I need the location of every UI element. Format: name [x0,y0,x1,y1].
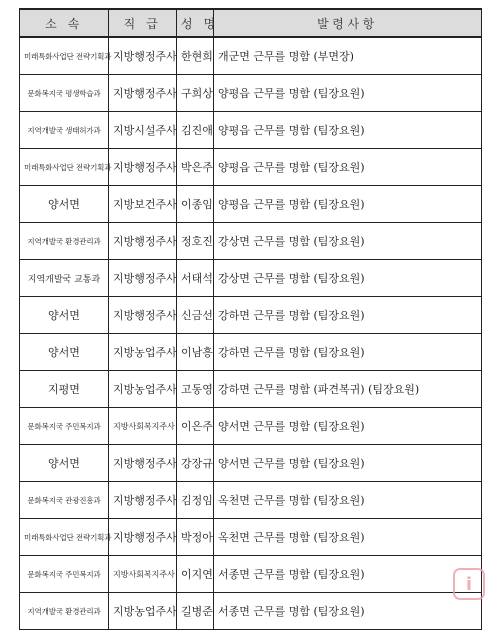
rank-cell: 지방사회복지주사 [109,408,177,445]
department-cell: 문화복지국 평생학습과 [20,75,109,112]
order-cell: 양평읍 근무를 명함 (팀장요원) [214,75,482,112]
table-row [20,445,482,482]
news-logo-icon: i [453,568,485,600]
name-cell: 강장규 [177,445,214,482]
rank-cell: 지방농업주사 [109,371,177,408]
rank-cell: 지방행정주사 [109,223,177,260]
name-cell: 고동영 [177,371,214,408]
table-header-row [20,9,482,37]
table-row [20,371,482,408]
header-name: 성 명 [177,9,214,37]
name-cell: 한현희 [177,37,214,75]
order-cell: 강상면 근무를 명함 (팀장요원) [214,223,482,260]
department-cell: 양서면 [20,186,109,223]
department-cell: 양서면 [20,445,109,482]
order-cell: 옥천면 근무를 명함 (팀장요원) [214,482,482,519]
rank-cell: 지방행정주사 [109,260,177,297]
rank-cell: 지방행정주사 [109,75,177,112]
order-cell: 옥천면 근무를 명함 (팀장요원) [214,519,482,556]
department-cell: 지평면 [20,371,109,408]
table-row [20,75,482,112]
rank-cell: 지방농업주사 [109,334,177,371]
name-cell: 구희상 [177,75,214,112]
name-cell: 신금선 [177,297,214,334]
table-row [20,556,482,593]
table-row [20,149,482,186]
department-cell: 지역개발국 환경관리과 [20,593,109,630]
order-cell: 강하면 근무를 명함 (팀장요원) [214,334,482,371]
rank-cell: 지방행정주사 [109,445,177,482]
table-row [20,334,482,371]
rank-cell: 지방행정주사 [109,37,177,75]
table-row [20,408,482,445]
order-cell: 강하면 근무를 명함 (파견복귀) (팀장요원) [214,371,482,408]
department-cell: 문화복지국 주민복지과 [20,556,109,593]
order-cell: 서종면 근무를 명함 (팀장요원) [214,556,482,593]
appointment-table [19,8,482,630]
name-cell: 이종임 [177,186,214,223]
rank-cell: 지방행정주사 [109,519,177,556]
name-cell: 이지연 [177,556,214,593]
department-cell: 지역개발국 생태허가과 [20,112,109,149]
name-cell: 이남흥 [177,334,214,371]
name-cell: 박은주 [177,149,214,186]
order-cell: 양평읍 근무를 명함 (팀장요원) [214,186,482,223]
department-cell: 지역개발국 환경관리과 [20,223,109,260]
table-row [20,260,482,297]
name-cell: 서태석 [177,260,214,297]
table-row [20,593,482,630]
order-cell: 양평읍 근무를 명함 (팀장요원) [214,149,482,186]
department-cell: 문화복지국 관광진흥과 [20,482,109,519]
rank-cell: 지방행정주사 [109,149,177,186]
appointment-sheet [19,8,481,630]
rank-cell: 지방행정주사 [109,297,177,334]
department-cell: 양서면 [20,334,109,371]
table-row [20,186,482,223]
header-order: 발령사항 [214,9,482,37]
department-cell: 미래특화사업단 전략기획과 [20,149,109,186]
department-cell: 미래특화사업단 전략기획과 [20,37,109,75]
department-cell: 문화복지국 주민복지과 [20,408,109,445]
header-department: 소 속 [20,9,109,37]
table-row [20,482,482,519]
rank-cell: 지방농업주사 [109,593,177,630]
name-cell: 김정임 [177,482,214,519]
header-rank: 직 급 [109,9,177,37]
table-row [20,37,482,75]
department-cell: 양서면 [20,297,109,334]
order-cell: 서종면 근무를 명함 (팀장요원) [214,593,482,630]
name-cell: 박정아 [177,519,214,556]
table-row [20,223,482,260]
name-cell: 김진애 [177,112,214,149]
order-cell: 양서면 근무를 명함 (팀장요원) [214,408,482,445]
table-row [20,519,482,556]
name-cell: 길병준 [177,593,214,630]
order-cell: 양평읍 근무를 명함 (팀장요원) [214,112,482,149]
table-row [20,112,482,149]
rank-cell: 지방시설주사 [109,112,177,149]
department-cell: 미래특화사업단 전략기획과 [20,519,109,556]
rank-cell: 지방행정주사 [109,482,177,519]
department-cell: 지역개발국 교통과 [20,260,109,297]
rank-cell: 지방사회복지주사 [109,556,177,593]
name-cell: 이은주 [177,408,214,445]
order-cell: 강하면 근무를 명함 (팀장요원) [214,297,482,334]
table-row [20,297,482,334]
order-cell: 개군면 근무를 명함 (부면장) [214,37,482,75]
rank-cell: 지방보건주사 [109,186,177,223]
order-cell: 강상면 근무를 명함 (팀장요원) [214,260,482,297]
order-cell: 양서면 근무를 명함 (팀장요원) [214,445,482,482]
name-cell: 정호진 [177,223,214,260]
